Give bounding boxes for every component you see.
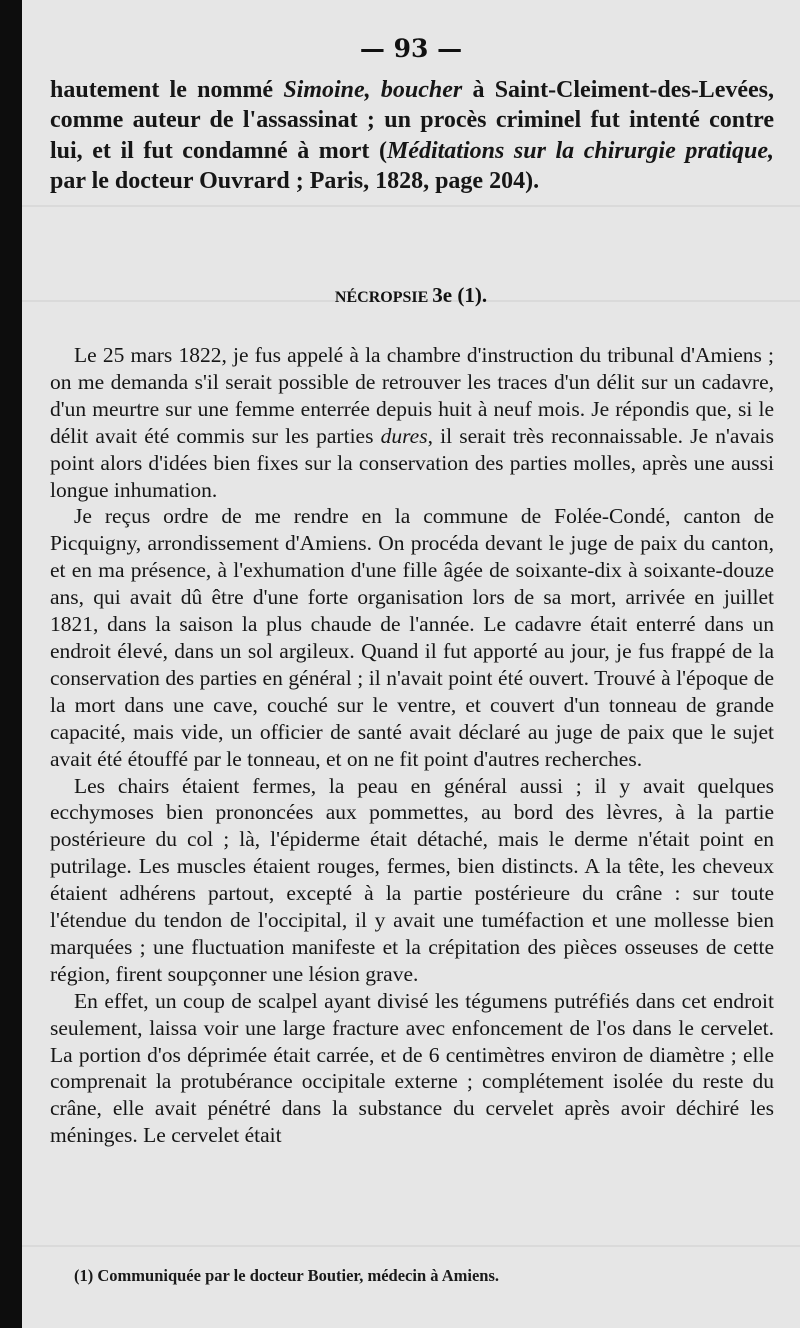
footnote: (1) Communiquée par le docteur Boutier, médecin à Amiens. — [74, 1266, 500, 1285]
intro-text-3: par le docteur Ouvrard ; Paris, 1828, page 204). — [50, 168, 540, 195]
intro-text-2: à Saint-Cleiment-des-Levées, comme auteur de l'assassinat ; un procès criminel fut intenté contre lui, et il fut condamné à mort ( — [50, 77, 774, 164]
section-heading — [22, 283, 800, 308]
heading-label: NÉCROPSIE — [334, 289, 429, 306]
body-text — [50, 342, 774, 1149]
paragraph-3: Les chairs étaient fermes, la peau en général aussi ; il y avait quelques ecchymoses bien prononcées aux pommettes, au bord des lèvres, à la partie postérieure du col ; là, l'épiderme était détaché, mais le derme n'était point en putrilage. Les muscles étaient rouges, fermes, bien distincts. A la tête, les cheveux étaient adhérens partout, excepté à la partie postérieure du crâne : sur toute l'étendue du tendon de l'occipital, il y avait une tuméfaction et une mollesse bien marquées ; une fluctuation manifeste et la crépitation des pièces osseuses de cette région, firent soupçonner une lésion grave. — [50, 773, 774, 986]
paragraph-1 — [50, 342, 774, 503]
paragraph-1-text-a: Le 25 mars 1822, je fus appelé à la chambre d'instruction du tribunal d'Amiens ; on me demanda s'il serait possible de retrouver les traces d'un délit sur un cadavre, d'un meurtre sur une femme enterrée depuis huit à neuf mois. Je répondis que, si le délit avait été commis sur les parties — [50, 343, 774, 448]
paragraph-2: Je reçus ordre de me rendre en la commune de Folée-Condé, canton de Picquigny, arrondissement d'Amiens. On procéda devant le juge de paix du canton, et en ma présence, à l'exhumation d'une fille âgée de soixante-dix à soixante-douze ans, qui avait dû être d'une forte organisation lors de sa mort, arrivée en juillet 1821, dans la saison la plus chaude de l'année. Le cadavre était enterré dans un endroit élevé, dans un sol argileux. Quand il fut apporté au jour, je fus frappé de la conservation des parties en général ; il n'avait point été ouvert. Trouvé à l'époque de la mort dans une cave, couché sur le ventre, et couvert d'un tonneau de grande capacité, mais vide, un officier de santé avait déclaré au juge de paix que le sujet avait été étouffé par le tonneau, et on ne fit point d'autres recherches. — [50, 504, 774, 771]
heading-number: 3e (1). — [432, 283, 488, 307]
intro-name: Simoine, boucher — [283, 77, 463, 103]
intro-text-1: hautement le nommé — [50, 77, 284, 103]
intro-paragraph — [50, 75, 774, 197]
bleed-through-line — [22, 205, 800, 207]
paragraph-4: En effet, un coup de scalpel ayant divisé les tégumens putréfiés dans cet endroit seulement, laissa voir une large fracture avec enfoncement de l'os dans le cervelet. La portion d'os déprimée était carrée, et de 6 centimètres environ de diamètre ; elle comprenait la protubérance occipitale externe ; complétement isolée du reste du crâne, elle avait pénétré dans la substance du cervelet après avoir déchiré les méninges. Le cervelet était — [50, 988, 774, 1148]
page-number: — 93 — — [359, 34, 463, 63]
paragraph-1-text-b: , il serait très reconnaissable. Je n'avais point alors d'idées bien fixes sur la conservation des parties molles, après une aussi longue inhumation. — [50, 423, 775, 502]
book-page — [22, 0, 800, 1328]
paragraph-1-emphasis: dures — [380, 423, 428, 448]
citation-title: Méditations sur la chirurgie pratique, — [386, 137, 774, 164]
bleed-through-line — [22, 1245, 800, 1247]
